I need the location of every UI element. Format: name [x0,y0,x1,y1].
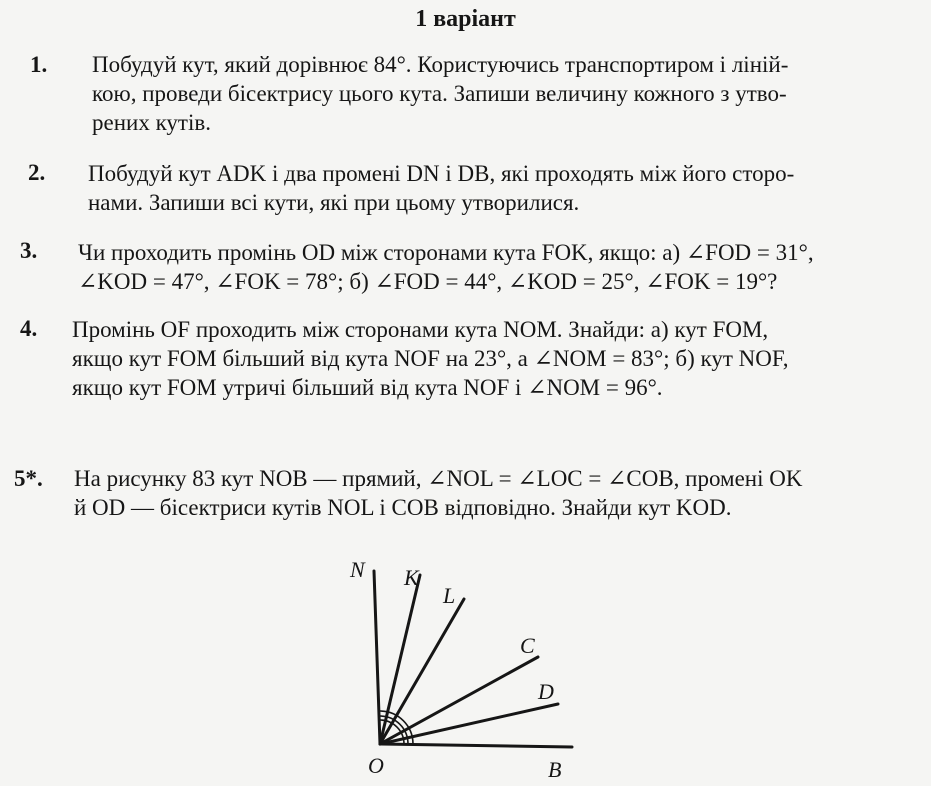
task-4 [72,315,789,402]
task-4-line-1: Промінь OF проходить між сторонами кута NOM. Знайди: а) кут FOM, [72,317,769,342]
angle-figure-svg [330,555,590,786]
task-1 [92,50,788,137]
task-4-number: 4. [20,316,38,341]
task-2-number: 2. [28,160,46,185]
task-1-line-1: Побудуй кут, який дорівнює 84°. Користуючись транспортиром і лінiй- [92,52,789,77]
task-1-line-3: рених кутів. [92,110,211,135]
label-n: N [350,557,365,582]
angle-figure [330,555,590,786]
task-3-number: 3. [20,238,38,263]
task-5-line-1: На рисунку 83 кут NOB — прямий, ∠NOL = ∠LOC = ∠COB, промені OK [74,466,803,491]
label-k: K [404,565,419,590]
task-2 [88,159,794,217]
label-c: C [520,633,535,658]
task-3 [78,238,814,296]
task-3-line-2: ∠KOD = 47°, ∠FOK = 78°; б) ∠FOD = 44°, ∠KOD = 25°, ∠FOK = 19°? [78,269,778,294]
task-5-line-2: й OD — бісектриси кутів NOL і COB відповідно. Знайди кут KOD. [74,495,732,520]
label-o: O [368,753,384,778]
task-5-number: 5*. [14,466,43,491]
ray-on [374,571,380,744]
task-5 [74,464,802,522]
task-1-number: 1. [30,52,48,77]
label-l: L [443,583,456,608]
task-2-line-1: Побудуй кут ADK і два промені DN і DB, які проходять між його сторо- [88,161,795,186]
label-b: B [548,757,562,782]
task-2-line-2: нами. Запиши всі кути, які при цьому утворилися. [88,190,580,215]
page-title: 1 варіант [415,6,516,32]
ray-ob [380,744,572,747]
task-1-line-2: кою, проведи бісектрису цього кута. Запиши величину кожного з утво- [92,81,787,106]
label-d: D [538,679,554,704]
task-4-line-3: якщо кут FOM утричі більший від кута NOF і ∠NOM = 96°. [72,375,663,400]
task-4-line-2: якщо кут FOM більший від кута NOF на 23°, а ∠NOM = 83°; б) кут NOF, [72,346,789,371]
task-3-line-1: Чи проходить промінь OD між сторонами кута FOK, якщо: а) ∠FOD = 31°, [78,240,814,265]
